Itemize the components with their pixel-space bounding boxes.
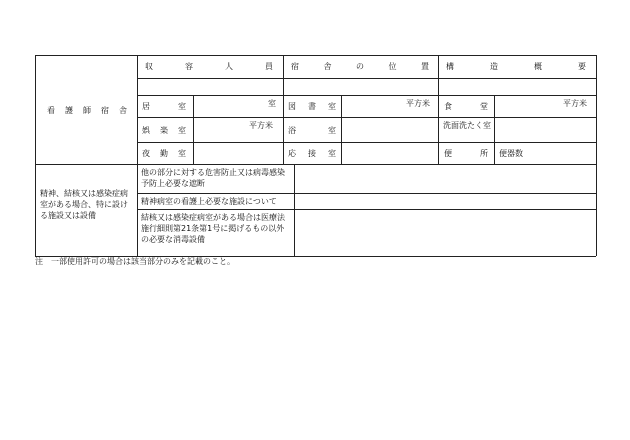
room-label-toilet <box>444 149 488 159</box>
rule-lower-row2-bottom <box>137 209 596 210</box>
header-capacity <box>145 62 273 72</box>
label-char: 便 <box>444 149 452 158</box>
rule-col-3 <box>438 55 439 164</box>
label-char: 室 <box>178 126 186 135</box>
label-char: 室 <box>328 126 336 135</box>
footnote: 注 一部使用許可の場合は該当部分のみを記載のこと。 <box>35 257 235 266</box>
label-char: 収 <box>145 62 153 71</box>
label-char: 容 <box>185 62 193 71</box>
rule-label-col <box>137 55 138 256</box>
label-char: 造 <box>490 62 498 71</box>
nurse-dormitory-label <box>47 106 127 116</box>
room-label-reception <box>288 149 336 159</box>
label-char: 室 <box>178 102 186 111</box>
label-char: 図 <box>288 102 296 111</box>
disinfection-equipment-row: 結核又は感染症病室がある場合は医療法施行細則第21条第1号に掲げるもの以外の必要な消毒設備 <box>141 213 285 244</box>
room-label-bath <box>288 126 336 136</box>
living-unit: 室 <box>268 99 276 108</box>
label-char: 看 <box>47 106 55 115</box>
recreation-unit: 平方米 <box>249 121 273 130</box>
label-char: 接 <box>308 149 316 158</box>
label-char: 置 <box>421 62 429 71</box>
room-label-dining <box>444 102 488 112</box>
label-char: 員 <box>265 62 273 71</box>
rule-right <box>596 55 597 256</box>
label-char: 応 <box>288 149 296 158</box>
room-label-night-duty <box>142 149 186 159</box>
label-char: 護 <box>65 106 73 115</box>
library-unit: 平方米 <box>406 99 430 108</box>
label-char: 概 <box>534 62 542 71</box>
room-label-recreation <box>142 126 186 136</box>
label-char: 書 <box>308 102 316 111</box>
header-location <box>291 62 429 72</box>
label-char: 位 <box>388 62 397 71</box>
label-char: 人 <box>225 62 233 71</box>
label-char: 師 <box>83 106 91 115</box>
label-char: 構 <box>446 62 454 71</box>
special-facilities-label: 精神、結核又は感染症病室がある場合、特に設ける施設又は設備 <box>40 189 128 220</box>
rule-left <box>35 55 36 256</box>
rule-lower-row1-bottom <box>137 193 596 194</box>
header-structure <box>446 62 586 72</box>
label-char: 居 <box>142 102 150 111</box>
hazard-isolation-row: 他の部分に対する危害防止又は病毒感染予防上必要な遮断 <box>141 168 285 188</box>
toilet-value: 便器数 <box>499 149 523 158</box>
rule-row2-bottom <box>137 142 596 143</box>
label-char: 舎 <box>323 62 332 71</box>
rule-top <box>35 55 596 56</box>
label-char: 娯 <box>142 126 150 135</box>
label-char: 室 <box>328 102 336 111</box>
label-char: 室 <box>178 149 186 158</box>
rule-room-value-2 <box>341 95 342 164</box>
rule-room-value-1 <box>193 95 194 164</box>
rule-row1-bottom <box>137 117 596 118</box>
label-char: 浴 <box>288 126 296 135</box>
label-char: 食 <box>444 102 452 111</box>
rule-section-divider <box>35 164 596 165</box>
dining-unit: 平方米 <box>563 99 587 108</box>
rule-col-2 <box>283 55 284 164</box>
rule-blank-row-bottom <box>137 95 596 96</box>
label-char: 所 <box>480 149 488 158</box>
label-char: 楽 <box>160 126 168 135</box>
label-char: 夜 <box>142 149 150 158</box>
room-label-living <box>142 102 186 112</box>
label-char: 室 <box>328 149 336 158</box>
label-char: 舎 <box>119 106 127 115</box>
label-char: 要 <box>578 62 586 71</box>
label-char: の <box>356 62 364 71</box>
psychiatric-nursing-row: 精神病室の看護上必要な施設について <box>141 197 277 206</box>
label-char: 堂 <box>480 102 488 111</box>
rule-header-bottom <box>137 78 596 79</box>
rule-lower-value <box>294 164 295 256</box>
room-label-laundry: 洗面洗たく室 <box>443 121 491 130</box>
dormitory-form-table <box>35 55 596 256</box>
room-label-library <box>288 102 336 112</box>
rule-room-value-3 <box>494 95 495 164</box>
label-char: 宿 <box>291 62 299 71</box>
label-char: 勤 <box>160 149 168 158</box>
label-char: 宿 <box>101 106 109 115</box>
